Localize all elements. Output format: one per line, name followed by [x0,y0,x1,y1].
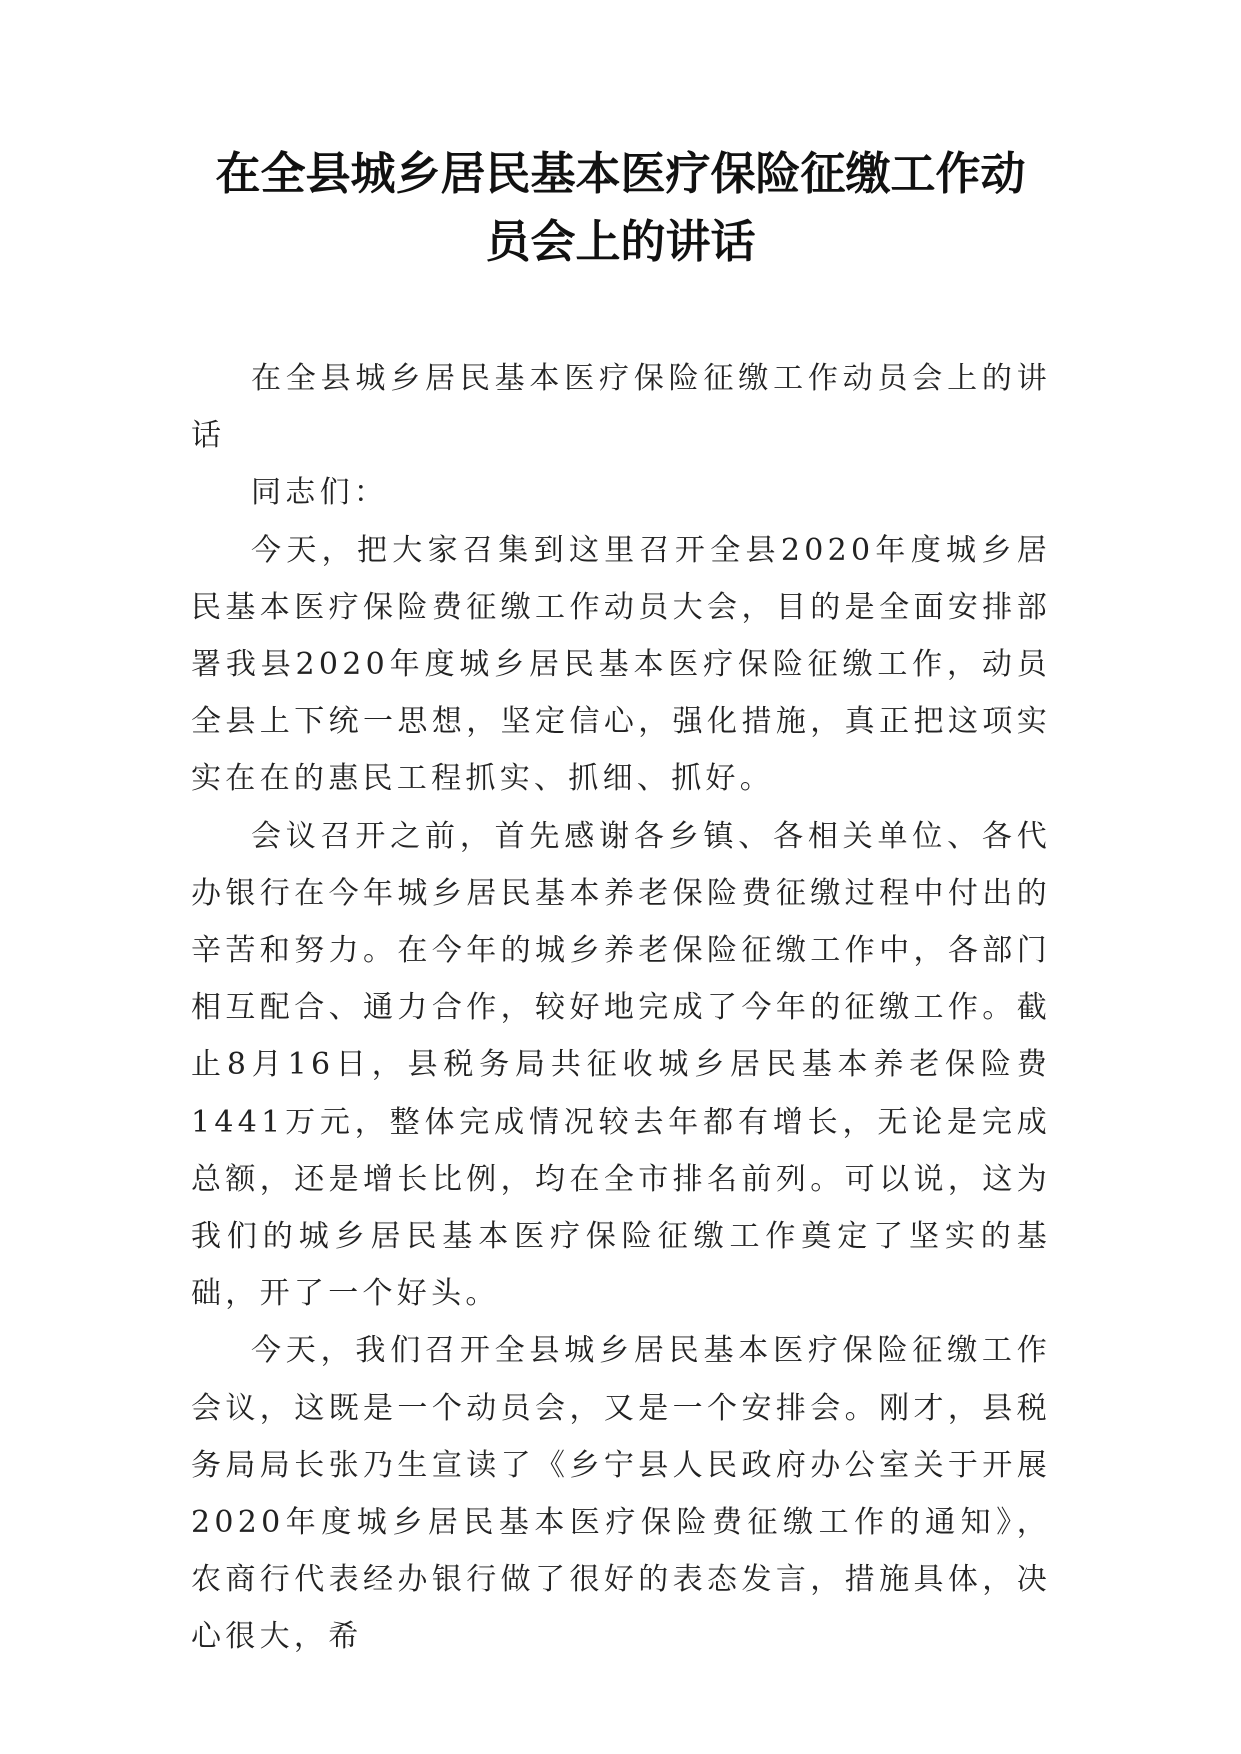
document-title [150,140,1091,276]
paragraph-meeting: 今天，我们召开全县城乡居民基本医疗保险征缴工作会议，这既是一个动员会，又是一个安排会。刚才，县税务局局长张乃生宣读了《乡宁县人民政府办公室关于开展2020年度城乡居民基本医疗保险费征缴工作的通知》，农商行代表经办银行做了很好的表态发言，措施具体，决心很大，希 [191,1333,1051,1655]
document-body [191,350,1051,1666]
title-line-2: 员会上的讲话 [485,215,756,268]
title-line-1: 在全县城乡居民基本医疗保险征缴工作动 [215,147,1026,200]
paragraph-thanks: 会议召开之前，首先感谢各乡镇、各相关单位、各代办银行在今年城乡居民基本养老保险费征缴过程中付出的辛苦和努力。在今年的城乡养老保险征缴工作中，各部门相互配合、通力合作，较好地完成了今年的征缴工作。截止8月16日，县税务局共征收城乡居民基本养老保险费1441万元，整体完成情况较去年都有增长，无论是完成总额，还是增长比例，均在全市排名前列。可以说，这为我们的城乡居民基本医疗保险征缴工作奠定了坚实的基础，开了一个好头。 [191,818,1051,1312]
paragraph-heading-repeat: 在全县城乡居民基本医疗保险征缴工作动员会上的讲话 [191,361,1051,454]
paragraph-opening: 今天，把大家召集到这里召开全县2020年度城乡居民基本医疗保险费征缴工作动员大会，目的是全面安排部署我县2020年度城乡居民基本医疗保险征缴工作，动员全县上下统一思想，坚定信心，强化措施，真正把这项实实在在的惠民工程抓实、抓细、抓好。 [191,532,1051,797]
paragraph-salutation: 同志们： [251,475,389,511]
